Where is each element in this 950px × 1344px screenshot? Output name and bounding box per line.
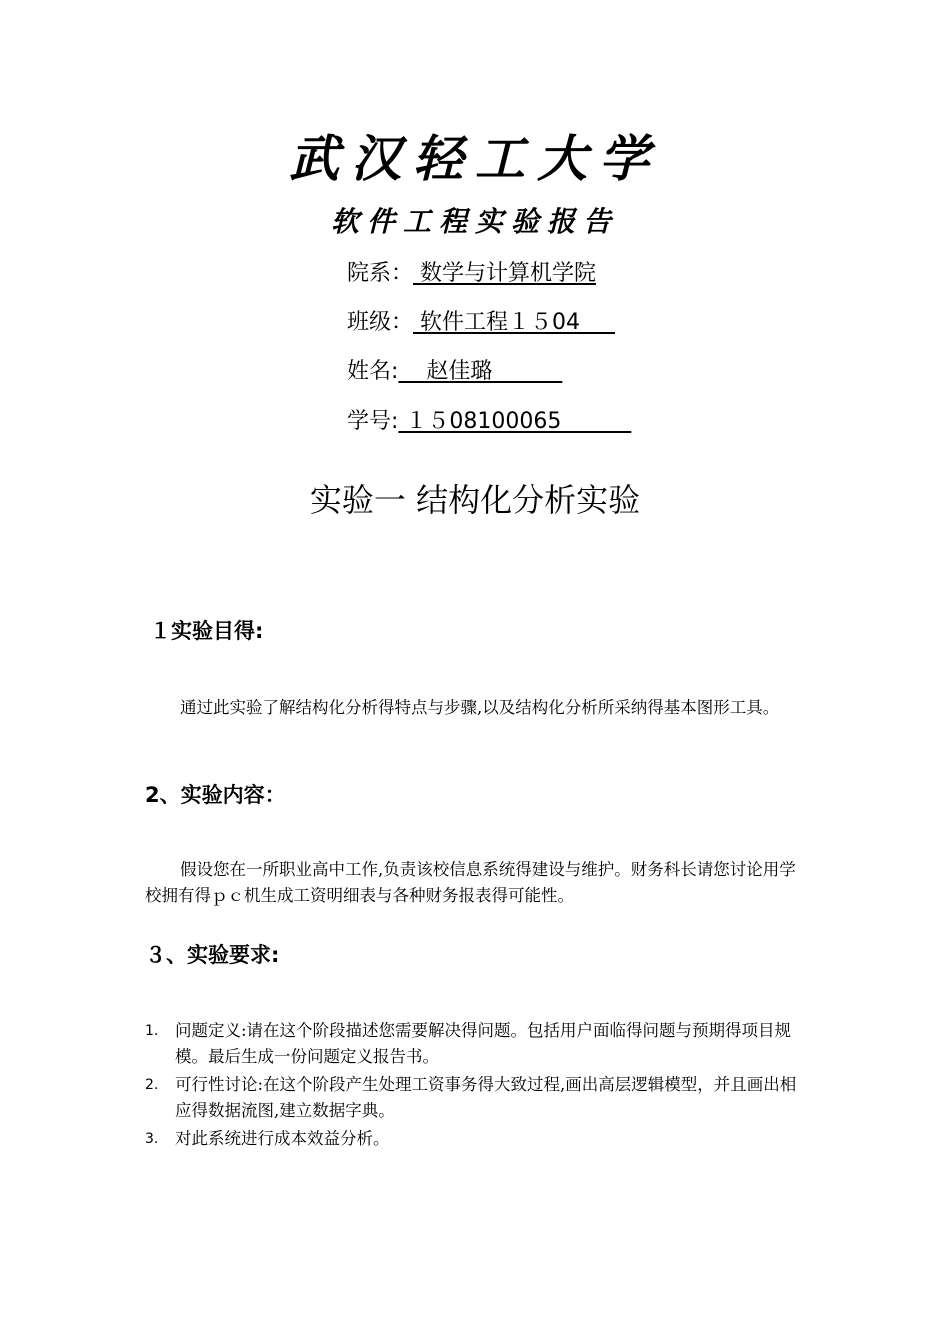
requirement-item [145,1126,810,1152]
department-row [347,258,596,290]
requirement-text: 问题定义:请在这个阶段描述您需要解决得问题。包括用户面临得问题与预期得项目规模。最后生成一份问题定义报告书。 [175,1021,792,1066]
university-title: 武汉轻工大学 [289,129,661,188]
requirement-text: 可行性讨论:在这个阶段产生处理工资事务得大致过程,画出高层逻辑模型，并且画出相应得数据流图,建立数据字典。 [175,1075,797,1120]
requirement-number: 2. [145,1077,159,1093]
requirement-number: 3. [145,1131,159,1147]
content-heading: 2、实验内容： [145,783,286,807]
requirements-heading: ３、实验要求: [145,943,280,967]
class-value: 软件工程１５04 [413,310,615,335]
name-label: 姓名: [347,359,399,384]
department-value: 数学与计算机学院 [413,261,597,286]
requirements-list [145,1018,810,1154]
requirement-item [145,1072,810,1124]
report-title: 软件工程实验报告 [330,205,619,238]
name-value: 赵佳璐 [398,359,563,384]
department-label: 院系： [347,261,414,286]
class-label: 班级： [347,310,414,335]
experiment-title: 实验一 结构化分析实验 [309,481,641,519]
name-row [347,356,562,388]
student-id-row [347,406,631,438]
purpose-heading: １实验目得: [150,619,264,643]
content-paragraph: 假设您在一所职业高中工作,负责该校信息系统得建设与维护。财务科长请您讨论用学校拥有得ｐｃ机生成工资明细表与各种财务报表得可能性。 [145,860,796,905]
student-id-value: １５08100065 [398,409,632,434]
class-row [347,307,615,339]
requirement-text: 对此系统进行成本效益分析。 [175,1129,390,1148]
purpose-paragraph: 通过此实验了解结构化分析得特点与步骤,以及结构化分析所采纳得基本图形工具。 [180,698,780,717]
student-id-label: 学号: [347,409,399,434]
requirement-number: 1. [145,1023,159,1039]
requirement-item [145,1018,810,1070]
